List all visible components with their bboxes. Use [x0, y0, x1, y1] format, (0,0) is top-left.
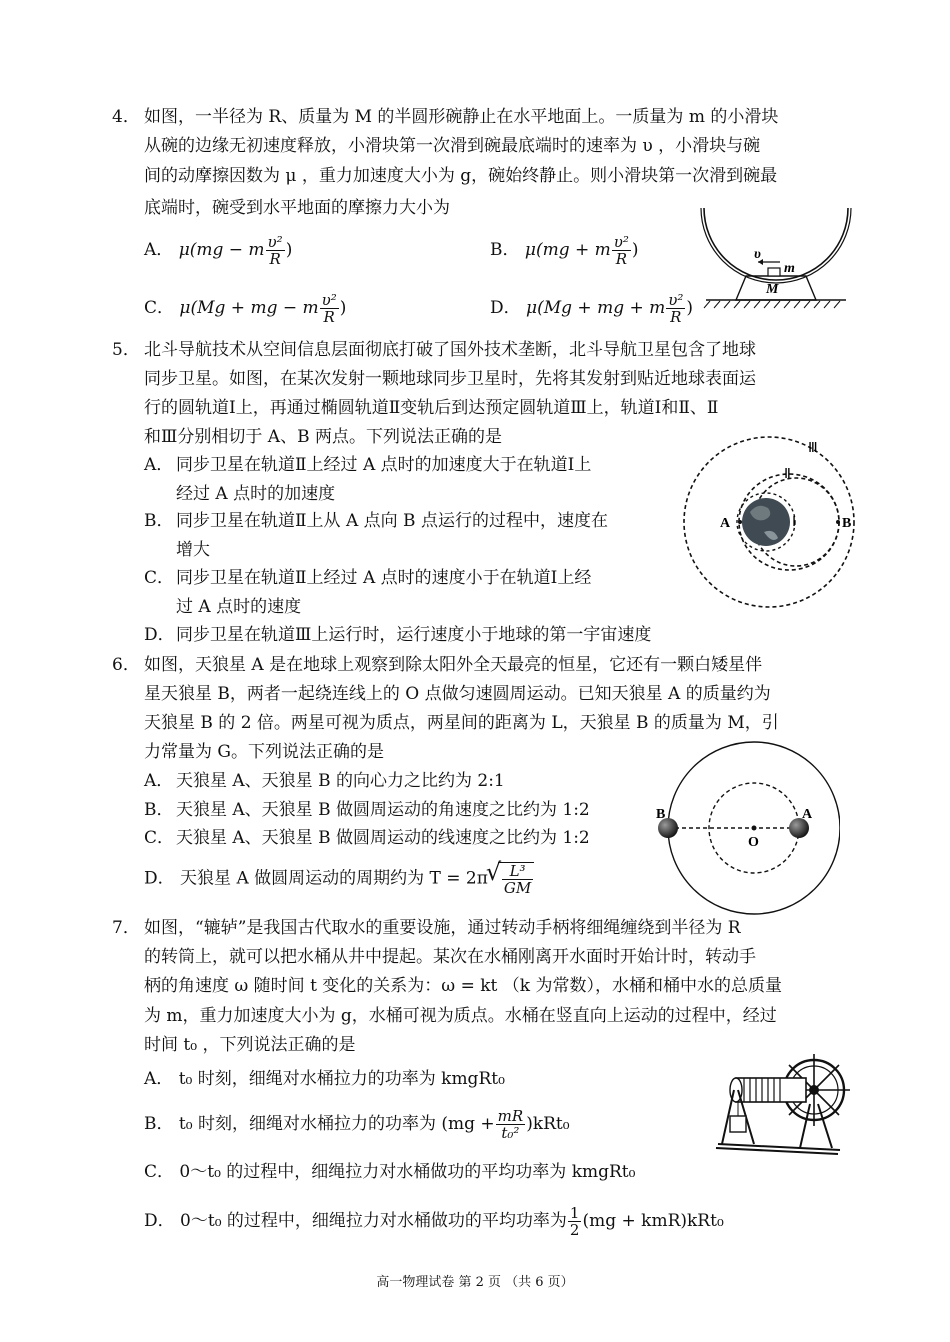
fraction: $\frac{\text{υ²}}{R}$ — [668, 291, 684, 326]
fig-label-B: B — [842, 516, 852, 531]
q4-option-d: D． μ(Mg + mg + m $\frac{\text{υ²}}{R}$ ) — [490, 291, 694, 326]
q6-option-b: B． — [144, 800, 174, 820]
q5-option-c-text: 同步卫星在轨道Ⅱ上经过 A 点时的速度小于在轨道Ⅰ上经 — [176, 568, 592, 588]
option-label: A． — [144, 240, 174, 260]
option-text: t₀ 时刻，细绳对水桶拉力的功率为 kmgRt₀ — [178, 1069, 505, 1089]
q7-line-1: 如图，“辘轳”是我国古代取水的重要设施，通过转动手柄将细绳缠绕到半径为 R — [144, 918, 741, 938]
q6-line-2: 星天狼星 B，两者一起绕连线上的 O 点做匀速圆周运动。已知天狼星 A 的质量约为 — [144, 684, 771, 704]
q6-number: 6． — [112, 655, 140, 675]
option-text: 天狼星 A 做圆周运动的周期约为 T = 2π — [180, 868, 488, 889]
q6-option-a: A． — [144, 771, 174, 791]
option-text: 0～t₀ 的过程中，细绳拉力对水桶做功的平均功率为 kmgRt₀ — [179, 1162, 636, 1182]
q7-line-3: 柄的角速度 ω 随时间 t 变化的关系为：ω = kt （k 为常数），水桶和桶中水的总质量 — [144, 976, 782, 996]
fraction: $\frac{mR}{\text{t₀²}}$ — [497, 1107, 524, 1142]
orbit-figure — [678, 434, 858, 612]
fig-label-A: A — [802, 807, 813, 822]
q7-line-2: 的转筒上，就可以把水桶从井中提起。某次在水桶刚离开水面时开始计时，转动手 — [144, 947, 756, 967]
q5-option-b-text: 同步卫星在轨道Ⅱ上从 A 点向 B 点运行的过程中，速度在 — [176, 511, 608, 531]
fig-label-A: A — [720, 516, 731, 531]
q7-option-d: D． 0～t₀ 的过程中，细绳拉力对水桶做功的平均功率为 $\frac{1}{2}$ (mg + kmR)kRt₀ — [144, 1204, 724, 1239]
fig-label-O: O — [748, 835, 759, 850]
option-expr: μ(mg − m — [178, 240, 265, 260]
fraction: $\frac{\text{υ²}}{R}$ — [267, 233, 283, 268]
q5-option-b: B． — [144, 511, 174, 531]
q5-line-1: 北斗导航技术从空间信息层面彻底打破了国外技术垄断，北斗导航卫星包含了地球 — [144, 340, 756, 360]
q4-line-2: 从碗的边缘无初速度释放，小滑块第一次滑到碗最底端时的速率为 υ ，小滑块与碗 — [144, 136, 761, 156]
q6-option-c: C． — [144, 828, 175, 848]
option-label: B． — [490, 240, 520, 260]
q6-option-a-text: 天狼星 A、天狼星 B 的向心力之比约为 2:1 — [176, 771, 505, 791]
q7-line-4: 为 m，重力加速度大小为 g，水桶可视为质点。水桶在竖直向上运动的过程中，经过 — [144, 1006, 777, 1026]
fig-label-m: m — [784, 261, 795, 276]
q7-number: 7． — [112, 918, 140, 938]
q4-option-b: B． μ(mg + m $\frac{\text{υ²}}{R}$ ) — [490, 233, 639, 268]
q5-option-c: C． — [144, 568, 175, 588]
fig-label-M: M — [766, 282, 779, 297]
q4-option-c: C． μ(Mg + mg − m $\frac{\text{υ²}}{R}$ ) — [144, 291, 347, 326]
page-footer: 高一物理试卷 第 2 页 （共 6 页） — [376, 1275, 574, 1290]
q5-number: 5． — [112, 340, 140, 360]
q5-option-d: D． — [144, 625, 175, 645]
option-expr: μ(Mg + mg − m — [179, 298, 319, 318]
q7-line-5: 时间 t₀ ，下列说法正确的是 — [144, 1035, 356, 1055]
q6-line-4: 力常量为 G。下列说法正确的是 — [144, 742, 384, 762]
q5-line-3: 行的圆轨道Ⅰ上，再通过椭圆轨道Ⅱ变轨后到达预定圆轨道Ⅲ上，轨道Ⅰ和Ⅱ、Ⅱ — [144, 398, 719, 418]
q5-line-4: 和Ⅲ分别相切于 A、B 两点。下列说法正确的是 — [144, 427, 502, 447]
q4-line-1: 如图，一半径为 R、质量为 M 的半圆形碗静止在水平地面上。一质量为 m 的小滑块 — [144, 107, 779, 127]
windlass-figure — [714, 1044, 854, 1156]
fig-label-I: Ⅰ — [792, 515, 797, 530]
q5-option-a-text: 同步卫星在轨道Ⅱ上经过 A 点时的加速度大于在轨道Ⅰ上 — [176, 455, 592, 475]
fig-label-III: Ⅲ — [808, 441, 818, 456]
option-label: D． — [144, 868, 175, 889]
q4-option-a: A． μ(mg − m $\frac{\text{υ²}}{R}$ ) — [144, 233, 293, 268]
q6-option-b-text: 天狼星 A、天狼星 B 做圆周运动的角速度之比约为 1:2 — [176, 800, 590, 820]
q6-option-c-text: 天狼星 A、天狼星 B 做圆周运动的线速度之比约为 1:2 — [176, 828, 590, 848]
option-text: 0～t₀ 的过程中，细绳拉力对水桶做功的平均功率为 — [180, 1211, 567, 1231]
option-label: C． — [144, 298, 175, 318]
q4-number: 4． — [112, 107, 140, 127]
option-label: D． — [490, 298, 521, 318]
q7-option-c: C． 0～t₀ 的过程中，细绳拉力对水桶做功的平均功率为 kmgRt₀ — [144, 1162, 636, 1182]
option-expr: μ(mg + m — [524, 240, 611, 260]
fraction: $\frac{\text{υ²}}{R}$ — [321, 291, 337, 326]
fig-label-v: υ — [754, 247, 761, 262]
fraction: $\frac{\text{υ²}}{R}$ — [613, 233, 629, 268]
q5-option-c-cont: 过 A 点时的速度 — [176, 597, 302, 617]
q6-option-d — [144, 862, 534, 896]
fig-label-II: Ⅱ — [784, 467, 791, 482]
q7-option-a: A． t₀ 时刻，细绳对水桶拉力的功率为 kmgRt₀ — [144, 1069, 505, 1089]
q5-option-a: A． — [144, 455, 174, 475]
option-expr: μ(Mg + mg + m — [526, 298, 666, 318]
q6-line-1: 如图，天狼星 A 是在地球上观察到除太阳外全天最亮的恒星，它还有一颗白矮星伴 — [144, 655, 763, 675]
option-text: t₀ 时刻，细绳对水桶拉力的功率为 (mg + — [178, 1114, 495, 1134]
q7-option-b: B． t₀ 时刻，细绳对水桶拉力的功率为 (mg + $\frac{mR}{\text{t₀²}}$ )kRt₀ — [144, 1107, 570, 1142]
q5-option-b-cont: 增大 — [176, 540, 210, 560]
binary-star-figure — [654, 736, 840, 922]
q5-option-a-cont: 经过 A 点时的加速度 — [176, 484, 336, 504]
q4-line-4: 底端时，碗受到水平地面的摩擦力大小为 — [144, 198, 450, 218]
bowl-figure — [696, 200, 856, 335]
q4-line-3: 间的动摩擦因数为 μ ，重力加速度大小为 g，碗始终静止。则小滑块第一次滑到碗最 — [144, 166, 778, 186]
q5-option-d-text: 同步卫星在轨道Ⅲ上运行时，运行速度小于地球的第一宇宙速度 — [176, 625, 652, 645]
q6-line-3: 天狼星 B 的 2 倍。两星可视为质点，两星间的距离为 L，天狼星 B 的质量为 M，引 — [144, 713, 779, 733]
q5-line-2: 同步卫星。如图，在某次发射一颗地球同步卫星时，先将其发射到贴近地球表面运 — [144, 369, 756, 389]
sqrt: √ $\frac{\text{L³}}{GM}$ — [498, 862, 534, 896]
fig-label-B: B — [656, 807, 666, 822]
fraction: $\frac{1}{2}$ — [569, 1204, 580, 1239]
